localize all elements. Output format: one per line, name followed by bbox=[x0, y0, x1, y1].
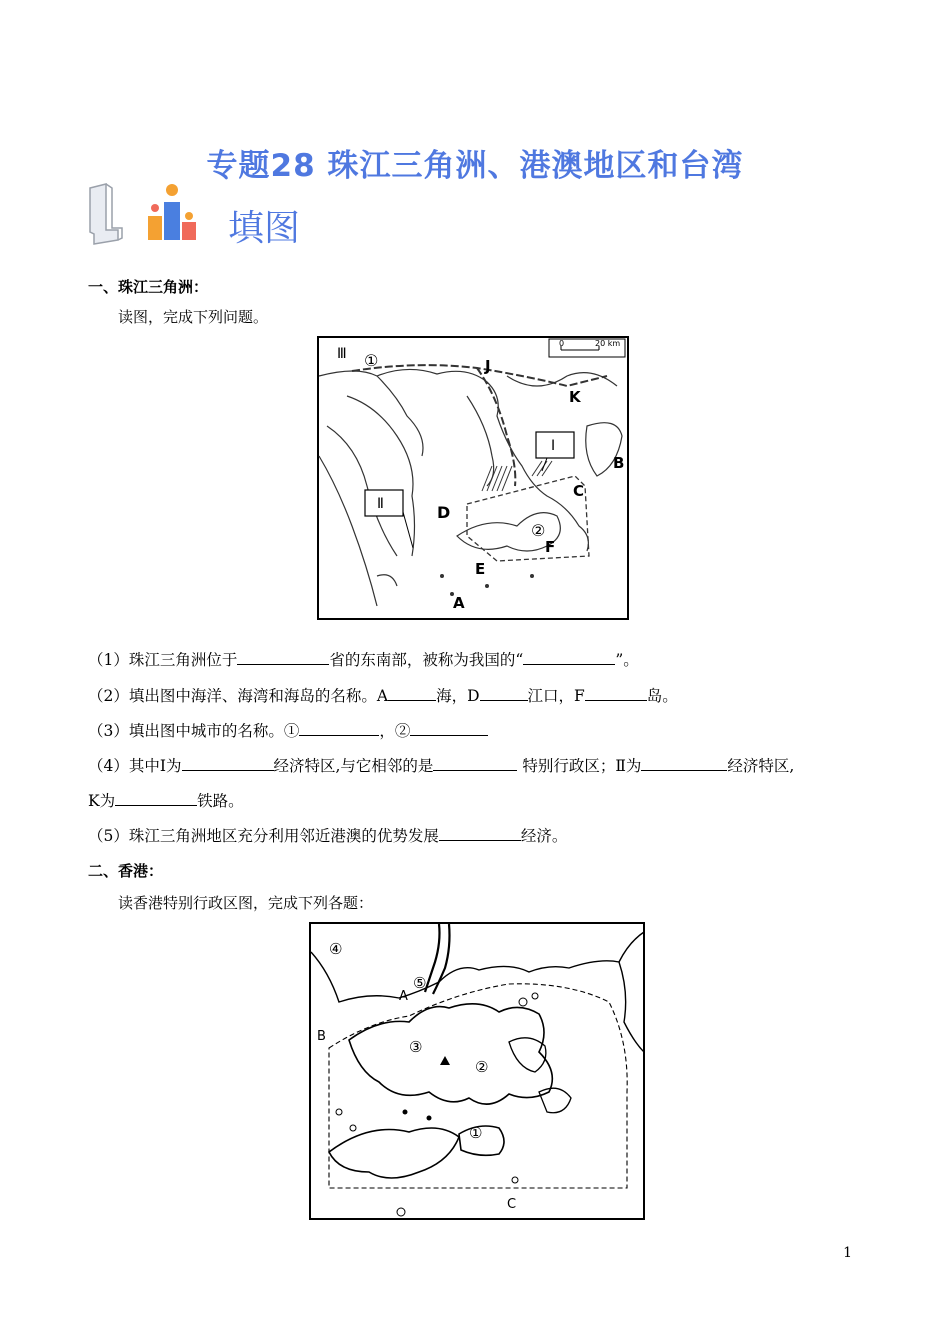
question-4: （4）其中Ⅰ为 经济特区,与它相邻的是 特别行政区；Ⅱ为 经济特区, bbox=[88, 757, 795, 775]
section-icon bbox=[86, 180, 216, 246]
answer-blank[interactable] bbox=[115, 791, 197, 806]
hk-label-A: A bbox=[399, 989, 408, 1004]
hk-label-5: ⑤ bbox=[413, 974, 427, 992]
answer-blank[interactable] bbox=[237, 650, 329, 665]
label-B: B bbox=[613, 454, 625, 472]
label-F: F bbox=[545, 538, 556, 556]
question-2: （2）填出图中海洋、海湾和海岛的名称。A 海，D 江口，F 岛。 bbox=[88, 687, 678, 705]
label-A: A bbox=[453, 594, 465, 612]
label-J: J bbox=[485, 357, 491, 375]
answer-blank[interactable] bbox=[523, 650, 615, 665]
question-1: （1）珠江三角洲位于 省的东南部，被称为我国的“ ”。 bbox=[88, 651, 639, 669]
hk-label-3: ③ bbox=[409, 1038, 423, 1056]
label-E: E bbox=[475, 560, 486, 578]
question-5: （5）珠江三角洲地区充分利用邻近港澳的优势发展 经济。 bbox=[88, 827, 568, 845]
label-city1: ① bbox=[364, 351, 379, 370]
label-roman3: Ⅲ bbox=[337, 346, 347, 362]
page-number: 1 bbox=[843, 1245, 852, 1261]
answer-blank[interactable] bbox=[410, 721, 488, 736]
scale-zero: 0 bbox=[559, 339, 565, 348]
hk-label-C: C bbox=[507, 1197, 517, 1212]
answer-blank[interactable] bbox=[585, 686, 647, 701]
section2-heading: 二、香港： bbox=[88, 862, 164, 880]
section1-heading: 一、珠江三角洲： bbox=[88, 278, 209, 296]
answer-blank[interactable] bbox=[388, 686, 436, 701]
label-II: Ⅱ bbox=[377, 496, 384, 512]
section1-instruction: 读图，完成下列问题。 bbox=[118, 308, 269, 326]
label-D: D bbox=[437, 503, 451, 522]
question-3: （3）填出图中城市的名称。① ，② bbox=[88, 719, 488, 741]
label-I: Ⅰ bbox=[551, 438, 556, 454]
label-K: K bbox=[569, 388, 581, 406]
answer-blank[interactable] bbox=[299, 721, 379, 736]
section2-instruction: 读香港特别行政区图，完成下列各题： bbox=[118, 894, 374, 912]
hk-label-4: ④ bbox=[329, 940, 343, 958]
answer-blank[interactable] bbox=[641, 756, 727, 771]
question-4-cont: K为 铁路。 bbox=[88, 792, 244, 810]
label-C: C bbox=[573, 482, 585, 500]
answer-blank[interactable] bbox=[480, 686, 528, 701]
answer-blank[interactable] bbox=[182, 756, 274, 771]
scale-twenty: 20 km bbox=[595, 339, 621, 348]
answer-blank[interactable] bbox=[433, 756, 517, 771]
section-label: 填图 bbox=[228, 208, 301, 249]
pearl-river-delta-map bbox=[317, 336, 629, 620]
answer-blank[interactable] bbox=[439, 826, 521, 841]
hong-kong-map bbox=[309, 922, 645, 1220]
hk-label-2: ② bbox=[475, 1058, 489, 1076]
label-city2: ② bbox=[531, 521, 546, 540]
hk-label-B: B bbox=[317, 1029, 326, 1044]
page-title: 专题28 珠江三角洲、港澳地区和台湾 bbox=[206, 148, 744, 184]
hk-label-1: ① bbox=[469, 1124, 483, 1142]
